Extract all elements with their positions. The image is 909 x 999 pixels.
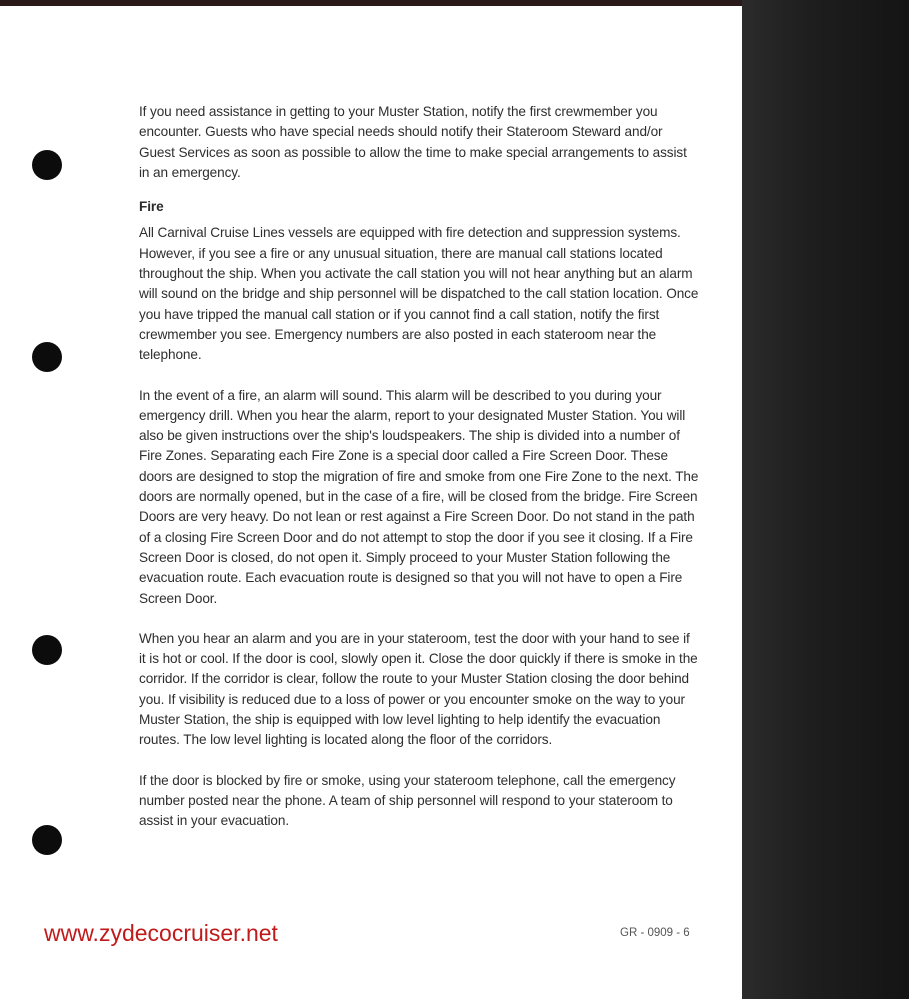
- binder-hole: [32, 342, 62, 372]
- fire-paragraph-3: When you hear an alarm and you are in your stateroom, test the door with your hand to see if it is hot or cool. If the door is cool, slowly open it. Close the door quickly if there is smoke in the corridor. If the corridor is clear, follow the route to your Muster Station closing the door behind you. If visibility is reduced due to a loss of power or you encounter smoke on the way to your Muster Station, the ship is equipped with low level lighting to help identify the evacuation routes. The low level lighting is located along the floor of the corridors.: [139, 630, 698, 748]
- binder-hole: [32, 635, 62, 665]
- binder-hole: [32, 825, 62, 855]
- background-surface: [742, 0, 909, 999]
- binder-hole: [32, 150, 62, 180]
- page-number: GR - 0909 - 6: [620, 927, 690, 939]
- section-heading-fire: Fire: [139, 199, 164, 215]
- watermark-link[interactable]: www.zydecocruiser.net: [44, 920, 278, 946]
- fire-paragraph-2: In the event of a fire, an alarm will sound. This alarm will be described to you during your emergency drill. When you hear the alarm, report to your designated Muster Station. You will also be given instructions over the ship's loudspeakers. The ship is divided into a number of Fire Zones. Separating each Fire Zone is a special door called a Fire Screen Door. These doors are designed to stop the migration of fire and smoke from one Fire Zone to the next. The doors are normally opened, but in the case of a fire, will be closed from the bridge. Fire Screen Doors are very heavy. Do not lean or rest against a Fire Screen Door. Do not stand in the path of a closing Fire Screen Door and do not attempt to stop the door if you see it closing. If a Fire Screen Door is closed, do not open it. Simply proceed to your Muster Station following the evacuation route. Each evacuation route is designed so that you will not have to open a Fire Screen Door.: [139, 387, 699, 606]
- intro-paragraph: If you need assistance in getting to your Muster Station, notify the first crewmember you encounter. Guests who have special needs should notify their Stateroom Steward and/or Guest Services as soon as possible to allow the time to make special arrangements to assist in an emergency.: [139, 104, 687, 180]
- document-body: [139, 102, 699, 852]
- fire-paragraph-4: If the door is blocked by fire or smoke, using your stateroom telephone, call the emergency number posted near the phone. A team of ship personnel will respond to your stateroom to assist in your evacuation.: [139, 772, 676, 829]
- fire-paragraph-1: All Carnival Cruise Lines vessels are equipped with fire detection and suppression systems. However, if you see a fire or any unusual situation, there are manual call stations located throughout the ship. When you activate the call station you will not hear anything but an alarm will sound on the bridge and ship personnel will be dispatched to the call station location. Once you have tripped the manual call station or if you cannot find a call station, notify the first crewmember you see. Emergency numbers are also posted in each stateroom near the telephone.: [139, 225, 699, 363]
